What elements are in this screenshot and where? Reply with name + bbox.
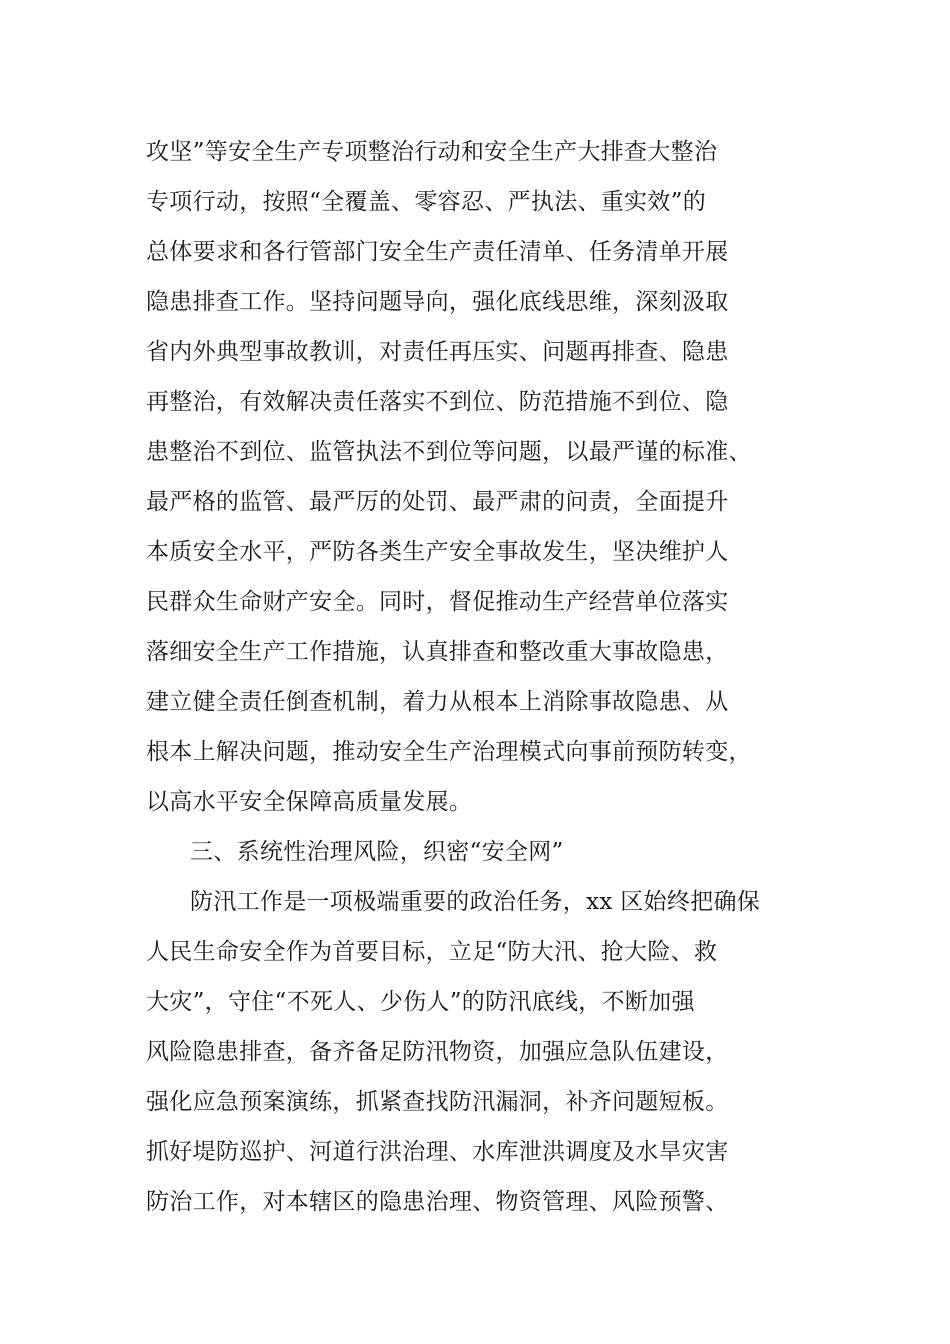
body-text-line: 强化应急预案演练，抓紧查找防汛漏洞，补齐问题短板。 <box>146 1089 729 1115</box>
body-text-line: 患整治不到位、监管执法不到位等问题，以最严谨的标准、 <box>146 439 752 465</box>
body-text-line: 攻坚”等安全生产专项整治行动和安全生产大排查大整治 <box>146 139 718 165</box>
body-text-line: 建立健全责任倒查机制，着力从根本上消除事故隐患、从 <box>146 689 729 715</box>
body-text-line: 风险隐患排查，备齐备足防汛物资，加强应急队伍建设， <box>146 1039 729 1065</box>
body-text-line: 人民生命安全作为首要目标，立足“防大汛、抢大险、救 <box>146 939 718 965</box>
body-text-line: 专项行动，按照“全覆盖、零容忍、严执法、重实效”的 <box>146 189 707 215</box>
section-heading: 三、系统性治理风险，织密“安全网” <box>190 839 564 865</box>
body-text-line: 最严格的监管、最严厉的处罚、最严肃的问责，全面提升 <box>146 489 729 515</box>
body-text-line: 以高水平安全保障高质量发展。 <box>146 789 473 815</box>
body-text-line: 防治工作，对本辖区的隐患治理、物资管理、风险预警、 <box>146 1189 729 1215</box>
body-text-line: 总体要求和各行管部门安全生产责任清单、任务清单开展 <box>146 239 729 265</box>
body-text-line: 抓好堤防巡护、河道行洪治理、水库泄洪调度及水旱灾害 <box>146 1139 729 1165</box>
body-text-line: 隐患排查工作。坚持问题导向，强化底线思维，深刻汲取 <box>146 289 729 315</box>
body-text-line: 根本上解决问题，推动安全生产治理模式向事前预防转变， <box>146 739 752 765</box>
body-text-line: 落细安全生产工作措施，认真排查和整改重大事故隐患， <box>146 639 729 665</box>
body-text-line: 民群众生命财产安全。同时，督促推动生产经营单位落实 <box>146 589 729 615</box>
body-text-line: 大灾”，守住“不死人、少伤人”的防汛底线，不断加强 <box>146 989 695 1015</box>
body-text-line: 本质安全水平，严防各类生产安全事故发生，坚决维护人 <box>146 539 729 565</box>
body-text-line: 省内外典型事故教训，对责任再压实、问题再排查、隐患 <box>146 339 729 365</box>
body-text-line: 防汛工作是一项极端重要的政治任务，xx 区始终把确保 <box>190 889 761 915</box>
body-text-line: 再整治，有效解决责任落实不到位、防范措施不到位、隐 <box>146 389 729 415</box>
